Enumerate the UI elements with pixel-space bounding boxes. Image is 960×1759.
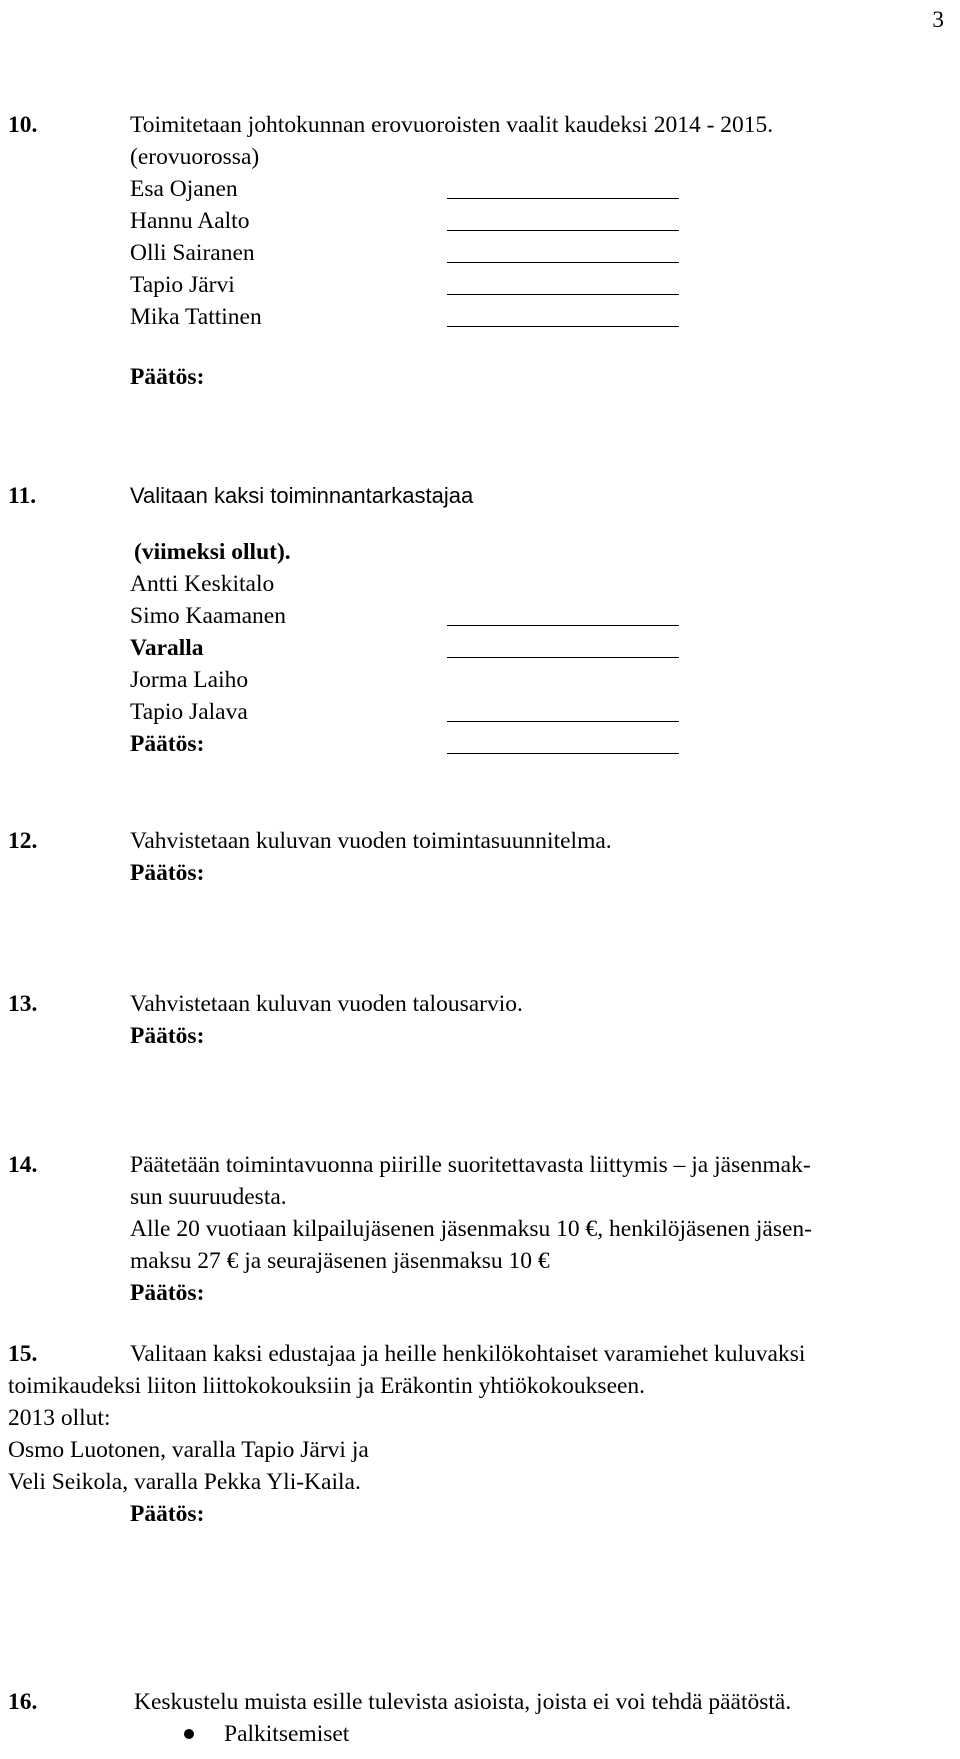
decision-label: Päätös: [130,731,205,757]
fill-in-line [447,271,679,295]
item-number: 15. [8,1341,38,1367]
item-title: Vahvistetaan kuluvan vuoden toimintasuunnitelma. [130,828,612,854]
bullet-text: Palkitsemiset [224,1721,350,1747]
item-text-line: Valitaan kaksi edustajaa ja heille henkilökohtaiset varamiehet kuluvaksi [130,1341,806,1367]
fill-in-line [447,698,679,722]
item-number: 16. [8,1689,38,1715]
item-text-line: sun suuruudesta. [130,1184,287,1210]
candidate-name: Mika Tattinen [130,304,262,330]
decision-label: Päätös: [130,1501,205,1527]
candidate-name: Esa Ojanen [130,176,238,202]
fill-in-line [447,303,679,327]
reserve-name: Jorma Laiho [130,667,249,693]
item-text-line: 2013 ollut: [8,1405,111,1431]
item-text-line: Päätetään toimintavuonna piirille suoritettavasta liittymis – ja jäsenmak- [130,1152,811,1178]
item-subtitle: (viimeksi ollut). [134,539,291,565]
candidate-name: Tapio Järvi [130,272,235,298]
bullet-item [134,1718,934,1750]
fill-in-line [447,207,679,231]
fill-in-line [447,730,679,754]
item-text-line: toimikaudeksi liiton liittokokouksiin ja Eräkontin yhtiökokoukseen. [8,1373,646,1399]
decision-label: Päätös: [130,860,205,886]
fill-in-line [447,602,679,626]
item-number: 10. [8,112,38,138]
fill-in-line [447,175,679,199]
item-number: 14. [8,1152,38,1178]
item-number: 13. [8,991,38,1017]
decision-label: Päätös: [130,1280,205,1306]
candidate-name: Simo Kaamanen [130,603,286,629]
reserve-name: Tapio Jalava [130,699,248,725]
decision-label: Päätös: [130,1023,205,1049]
item-number: 11. [8,483,37,509]
item-number: 12. [8,828,38,854]
candidate-name: Olli Sairanen [130,240,255,266]
page-number: 3 [932,7,944,33]
item-text-line: Veli Seikola, varalla Pekka Yli-Kaila. [8,1469,361,1495]
item-text-line: maksu 27 € ja seurajäsenen jäsenmaksu 10 € [130,1248,550,1274]
item-text-line: Osmo Luotonen, varalla Tapio Järvi ja [8,1437,369,1463]
candidate-name: Antti Keskitalo [130,571,275,597]
item-title: Keskustelu muista esille tulevista asioista, joista ei voi tehdä päätöstä. [134,1689,792,1715]
fill-in-line [447,239,679,263]
decision-label: Päätös: [130,364,205,390]
item-title: Toimitetaan johtokunnan erovuoroisten vaalit kaudeksi 2014 - 2015. [130,112,774,138]
item-title: Vahvistetaan kuluvan vuoden talousarvio. [130,991,523,1017]
item-subtitle: (erovuorossa) [130,144,260,170]
reserve-label: Varalla [130,635,204,661]
item-text-line: Alle 20 vuotiaan kilpailujäsenen jäsenmaksu 10 €, henkilöjäsenen jäsen- [130,1216,812,1242]
fill-in-line [447,634,679,658]
candidate-name: Hannu Aalto [130,208,250,234]
bullet-icon [184,1729,194,1739]
item-title: Valitaan kaksi toiminnantarkastajaa [130,483,474,508]
